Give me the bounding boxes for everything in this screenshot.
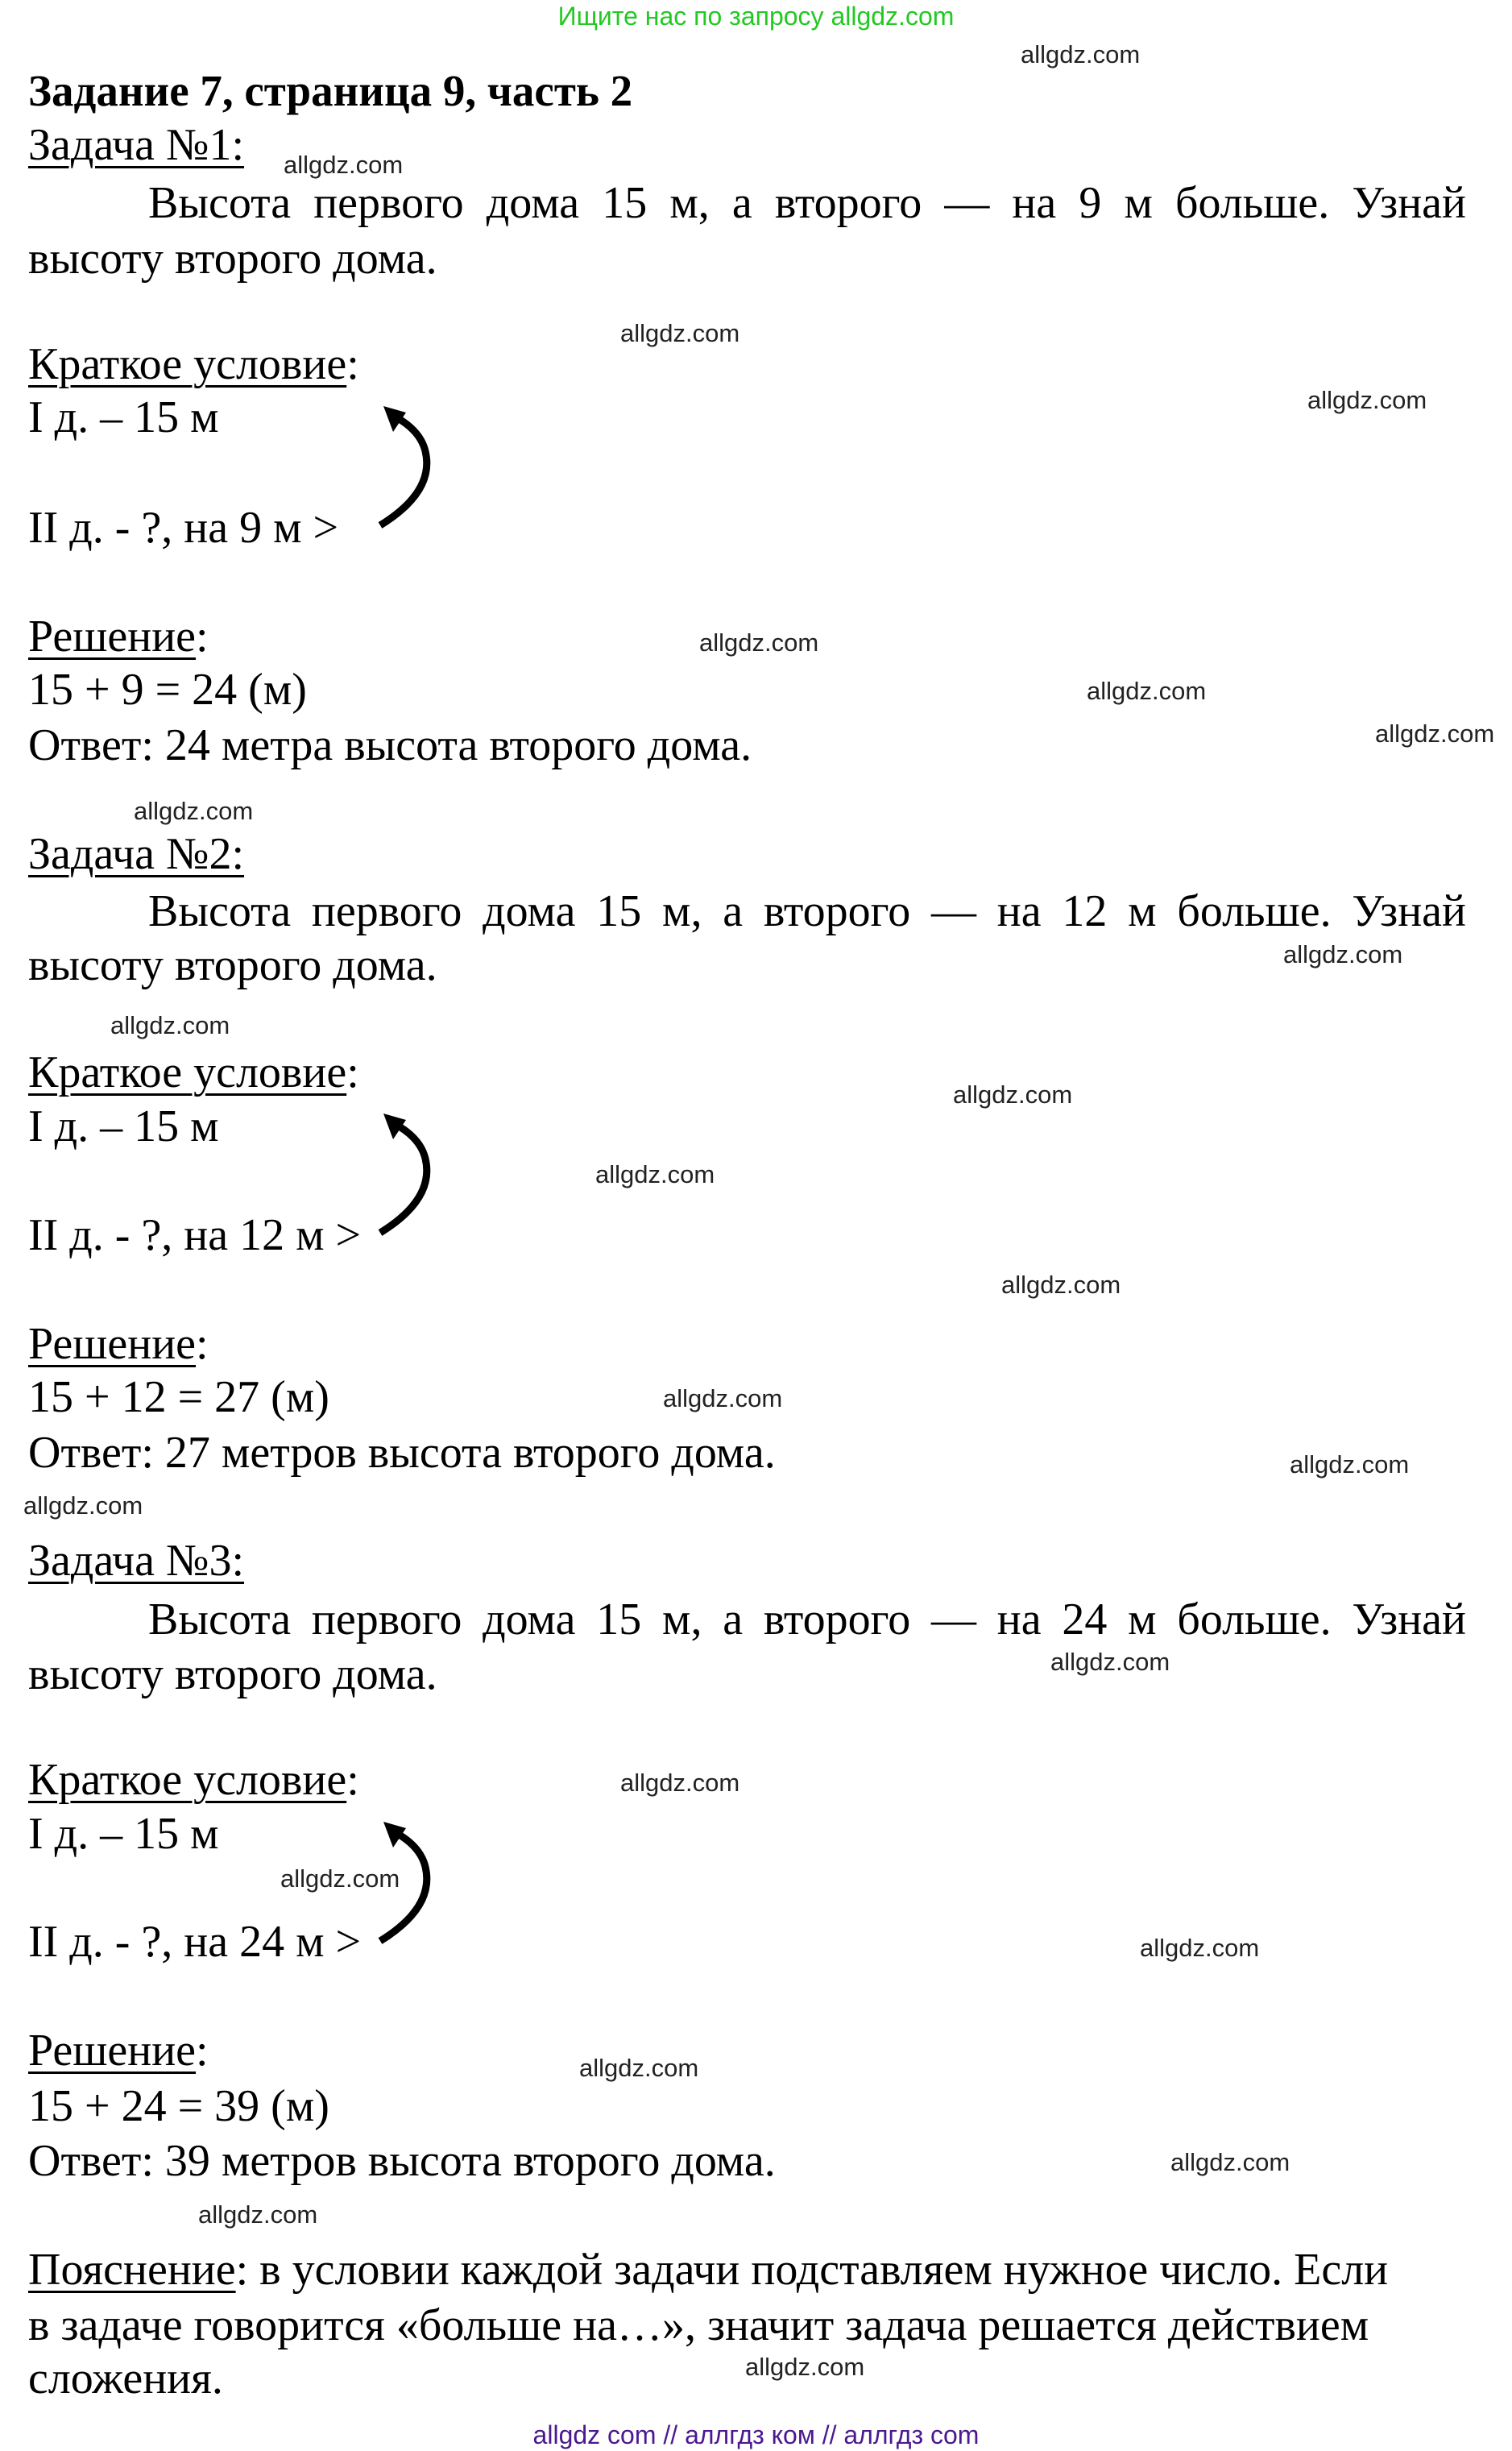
watermark: allgdz.com [1087,677,1207,705]
watermark: allgdz.com [284,151,404,179]
task-3-condition-label [28,1756,359,1804]
explanation-line-3: сложения. [28,2354,223,2403]
task-3-condition-line-2: II д. - ?, на 24 м > [28,1917,362,1967]
task-3-equation: 15 + 24 = 39 (м) [28,2081,329,2131]
curved-arrow-icon [372,1110,437,1239]
task-2-heading: Задача №2: [28,829,245,879]
task-1-condition-line-1: I д. – 15 м [28,392,219,442]
task-1-condition-label [28,340,359,388]
solution-label: Решение [28,1319,197,1369]
watermark: allgdz.com [1140,1934,1260,1962]
condition-label: Краткое условие [28,339,347,389]
watermark: allgdz.com [280,1864,400,1893]
solution-label: Решение [28,2026,197,2076]
watermark: allgdz.com [1375,720,1495,748]
explanation-line-1 [28,2246,1388,2294]
curved-arrow-icon [372,403,437,532]
colon: : [196,1319,209,1369]
watermark: allgdz.com [745,2353,865,2381]
colon: : [346,339,359,389]
task-1-solution-label [28,612,209,661]
task-3-heading: Задача №3: [28,1536,245,1586]
task-3-text [28,1592,1466,1702]
task-1-heading: Задача №1: [28,120,245,170]
watermark: allgdz.com [1001,1271,1121,1299]
task-2-text-content: Высота первого дома 15 м, а второго — на 12 м больше. Узнай высоту второго дома. [28,886,1466,990]
explanation-line-2: в задаче говорится «больше на…», значит задача решается действием [28,2300,1369,2350]
watermark: allgdz.com [1283,940,1403,968]
watermark: allgdz.com [1050,1648,1170,1676]
task-2-condition-line-1: I д. – 15 м [28,1101,219,1151]
watermark: allgdz.com [620,1769,740,1797]
explanation-text: : в условии каждой задачи подставляем нужное число. Если [235,2245,1389,2295]
task-2-answer: Ответ: 27 метров высота второго дома. [28,1428,776,1478]
watermark: allgdz.com [579,2054,699,2082]
condition-label: Краткое условие [28,1047,347,1097]
task-3-condition-line-1: I д. – 15 м [28,1809,219,1859]
task-3-solution-label [28,2026,209,2075]
watermark: allgdz.com [1170,2148,1290,2176]
task-3-answer: Ответ: 39 метров высота второго дома. [28,2136,776,2186]
watermark: allgdz.com [134,797,254,825]
task-1-answer: Ответ: 24 метра высота второго дома. [28,720,752,770]
footer-links[interactable]: allgdz com // аллгдз ком // аллгдз com [532,2420,980,2449]
colon: : [196,2026,209,2076]
watermark: allgdz.com [110,1011,230,1039]
colon: : [346,1047,359,1097]
task-2-condition-line-2: II д. - ?, на 12 м > [28,1210,362,1260]
watermark: allgdz.com [663,1384,783,1412]
task-2-solution-label [28,1320,209,1368]
solution-label: Решение [28,612,197,661]
task-2-equation: 15 + 12 = 27 (м) [28,1372,329,1422]
task-2-text [28,885,1466,993]
watermark: allgdz.com [953,1080,1073,1109]
task-1-text [28,176,1466,287]
watermark: allgdz.com [23,1491,143,1520]
top-search-link[interactable]: Ищите нас по запросу allgdz.com [557,2,955,31]
task-3-text-content: Высота первого дома 15 м, а второго — на 24 м больше. Узнай высоту второго дома. [28,1595,1466,1699]
task-1-equation: 15 + 9 = 24 (м) [28,665,307,715]
task-2-condition-label [28,1048,359,1097]
watermark: allgdz.com [1290,1450,1410,1478]
watermark: allgdz.com [1307,386,1427,414]
watermark: allgdz.com [620,319,740,347]
task-1-condition-line-2: II д. - ?, на 9 м > [28,503,339,553]
colon: : [346,1755,359,1805]
watermark: allgdz.com [699,628,819,657]
watermark: allgdz.com [595,1160,715,1188]
task-1-text-content: Высота первого дома 15 м, а второго — на 9 м больше. Узнай высоту второго дома. [28,178,1466,284]
watermark: allgdz.com [198,2200,318,2229]
watermark: allgdz.com [1021,40,1141,68]
page-title: Задание 7, страница 9, часть 2 [28,66,633,115]
colon: : [196,612,209,661]
explanation-label: Пояснение [28,2245,236,2295]
condition-label: Краткое условие [28,1755,347,1805]
